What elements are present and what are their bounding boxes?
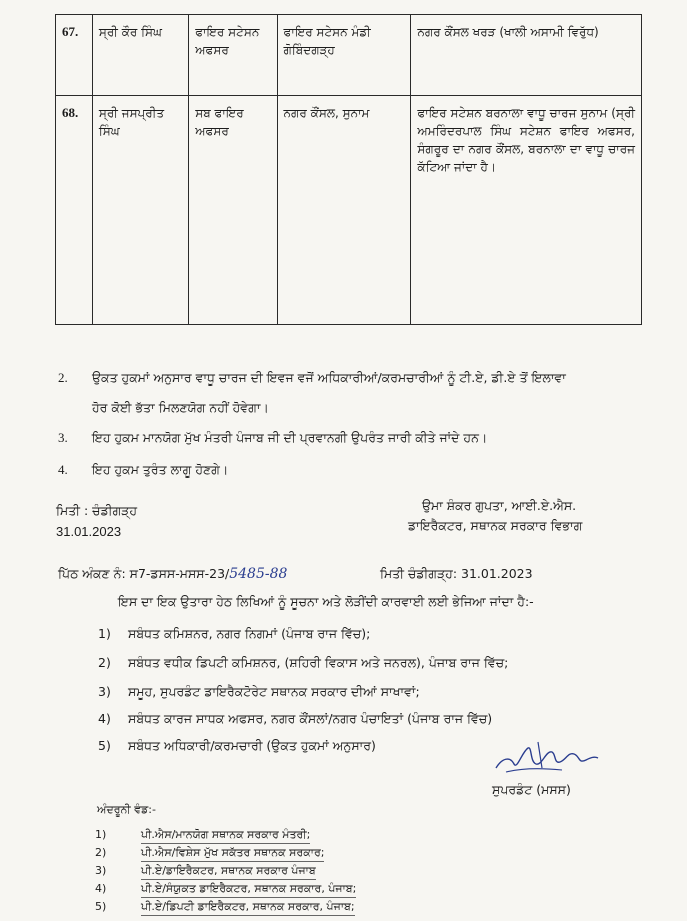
recipient-text: ਸਬੰਧਤ ਅਧਿਕਾਰੀ/ਕਰਮਚਾਰੀ (ਉਕਤ ਹੁਕਮਾਂ ਅਨੁਸਾਰ): [128, 738, 376, 753]
internal-number: 3): [95, 864, 107, 877]
paragraph-text: ਇਹ ਹੁਕਮ ਤੁਰੰਤ ਲਾਗੂ ਹੋਣਗੇ।: [92, 462, 229, 477]
designation: ਸਬ ਫਾਇਰ ਅਫਸਰ: [189, 96, 277, 325]
internal-text: ਪੀ.ਏ/ਡਿਪਟੀ ਡਾਇਰੈਕਟਰ, ਸਥਾਨਕ ਸਰਕਾਰ, ਪੰਜਾਬ;: [141, 900, 355, 916]
endorsement-number: [58, 566, 287, 582]
paragraph-3: [58, 428, 658, 448]
designation: ਫਾਇਰ ਸਟੇਸਨ ਅਫਸਰ: [189, 15, 277, 96]
handwritten-dispatch-number: 5485-88: [229, 566, 288, 582]
signature: [492, 738, 602, 780]
current-station: ਨਗਰ ਕੌਂਸਲ, ਸੁਨਾਮ: [277, 96, 411, 325]
internal-item: [95, 864, 316, 880]
paragraph-number: 2.: [58, 370, 68, 385]
paragraph-4: [58, 460, 658, 480]
internal-text: ਪੀ.ਐਸ/ਵਿਸ਼ੇਸ ਮੁੱਖ ਸਕੱਤਰ ਸਥਾਨਕ ਸਰਕਾਰ;: [141, 846, 324, 862]
superintendent-designation: ਸੁਪਰਡੰਟ (ਮਸਸ): [492, 782, 571, 797]
employee-name: ਸ੍ਰੀ ਕੌਰ ਸਿੰਘ: [92, 15, 188, 96]
internal-item: [95, 882, 356, 898]
internal-number: 4): [95, 882, 107, 895]
internal-item: [95, 900, 355, 916]
recipient-item: [98, 738, 376, 754]
internal-number: 5): [95, 900, 107, 913]
transfer-table: [55, 14, 642, 325]
recipient-item: [98, 655, 508, 671]
recipient-text: ਸਬੰਧਤ ਕਾਰਜ ਸਾਧਕ ਅਫਸਰ, ਨਗਰ ਕੌਂਸਲਾਂ/ਨਗਰ ਪੰਚਾਇਤਾਂ (ਪੰਜਾਬ ਰਾਜ ਵਿੱਚ): [128, 711, 493, 726]
recipient-item: [98, 684, 420, 700]
paragraph-text: ਹੋਰ ਕੋਈ ਭੱਤਾ ਮਿਲਣਯੋਗ ਨਹੀਂ ਹੋਵੇਗਾ।: [92, 400, 269, 415]
recipient-number: 3): [98, 684, 111, 699]
endorsement-date: ਮਿਤੀ ਚੰਡੀਗੜ੍ਹ: 31.01.2023: [380, 566, 533, 581]
recipient-text: ਸਬੰਧਤ ਕਮਿਸ਼ਨਰ, ਨਗਰ ਨਿਗਮਾਂ (ਪੰਜਾਬ ਰਾਜ ਵਿੱਚ);: [128, 626, 371, 641]
table-row: [56, 96, 642, 325]
employee-name: ਸ੍ਰੀ ਜਸਪ੍ਰੀਤ ਸਿੰਘ: [92, 96, 188, 325]
internal-text: ਪੀ.ਏ/ਸੰਯੁਕਤ ਡਾਇਰੈਕਟਰ, ਸਥਾਨਕ ਸਰਕਾਰ, ਪੰਜਾਬ;: [141, 882, 356, 898]
recipient-number: 5): [98, 738, 111, 753]
paragraph-2: [58, 368, 658, 415]
recipient-item: [98, 711, 492, 727]
recipient-number: 4): [98, 711, 111, 726]
recipient-text: ਸਬੰਧਤ ਵਧੀਕ ਡਿਪਟੀ ਕਮਿਸ਼ਨਰ, (ਸ਼ਹਿਰੀ ਵਿਕਾਸ ਅਤੇ ਜਨਰਲ), ਪੰਜਾਬ ਰਾਜ ਵਿੱਚ;: [128, 655, 509, 670]
paragraph-text: ਇਹ ਹੁਕਮ ਮਾਨਯੋਗ ਮੁੱਖ ਮੰਤਰੀ ਪੰਜਾਬ ਜੀ ਦੀ ਪ੍ਰਵਾਨਗੀ ਉਪਰੰਤ ਜਾਰੀ ਕੀਤੇ ਜਾਂਦੇ ਹਨ।: [92, 430, 488, 445]
posting-remark: ਫਾਇਰ ਸਟੇਸ਼ਨ ਬਰਨਾਲਾ ਵਾਧੂ ਚਾਰਜ ਸੁਨਾਮ (ਸ੍ਰੀ ਅਮਰਿੰਦਰਪਾਲ ਸਿੰਘ ਸਟੇਸ਼ਨ ਫਾਇਰ ਅਫਸਰ, ਸੰਗਰੂਰ ਦਾ ਨਗਰ ਕੌਂਸਲ, ਬਰਨਾਲਾ ਦਾ ਵਾਧੂ ਚਾਰਜ ਕੱਟਿਆ ਜਾਂਦਾ ਹੈ।: [411, 96, 642, 325]
internal-item: [95, 828, 310, 844]
table-row: [56, 15, 642, 96]
paragraph-text: ਉਕਤ ਹੁਕਮਾਂ ਅਨੁਸਾਰ ਵਾਧੂ ਚਾਰਜ ਦੀ ਇਵਜ ਵਜੋਂ ਅਧਿਕਾਰੀਆਂ/ਕਰਮਚਾਰੀਆਂ ਨੂੰ ਟੀ.ਏ, ਡੀ.ਏ ਤੋਂ ਇਲਾਵਾ: [92, 370, 566, 385]
recipient-item: [98, 626, 370, 642]
current-station: ਫਾਇਰ ਸਟੇਸਨ ਮੰਡੀ ਗੋਬਿੰਦਗੜ੍ਹ: [277, 15, 411, 96]
endorsement-intro: ਇਸ ਦਾ ਇਕ ਉਤਾਰਾ ਹੇਠ ਲਿਖਿਆਂ ਨੂੰ ਸੂਚਨਾ ਅਤੇ ਲੋੜੀਂਦੀ ਕਾਰਵਾਈ ਲਈ ਭੇਜਿਆ ਜਾਂਦਾ ਹੈ:-: [118, 594, 534, 609]
paragraph-number: 3.: [58, 430, 68, 445]
internal-text: ਪੀ.ਏ/ਡਾਇਰੈਕਟਰ, ਸਥਾਨਕ ਸਰਕਾਰ ਪੰਜਾਬ: [141, 864, 316, 880]
officer-name: ਉਮਾ ਸ਼ੰਕਰ ਗੁਪਤਾ, ਆਈ.ਏ.ਐਸ.: [422, 498, 577, 513]
recipient-number: 2): [98, 655, 111, 670]
posting-remark: ਨਗਰ ਕੌਂਸਲ ਖਰੜ (ਖਾਲੀ ਅਸਾਮੀ ਵਿਰੁੱਧ): [411, 15, 642, 96]
serial-number: 68.: [56, 96, 93, 325]
issue-date: 31.01.2023: [56, 524, 122, 539]
paragraph-number: 4.: [58, 462, 68, 477]
endorsement-prefix: ਪਿੱਠ ਅੰਕਣ ਨੰ: ਸ7-ਡਸਸ-ਮਸਸ-23/: [58, 566, 230, 581]
recipient-number: 1): [98, 626, 111, 641]
officer-designation: ਡਾਇਰੈਕਟਰ, ਸਥਾਨਕ ਸਰਕਾਰ ਵਿਭਾਗ: [408, 518, 583, 533]
serial-number: 67.: [56, 15, 93, 96]
internal-distribution-title: ਅੰਦਰੂਨੀ ਵੰਡ:-: [97, 803, 156, 816]
internal-item: [95, 846, 324, 862]
internal-text: ਪੀ.ਐਸ/ਮਾਨਯੋਗ ਸਥਾਨਕ ਸਰਕਾਰ ਮੰਤਰੀ;: [141, 828, 310, 844]
internal-number: 2): [95, 846, 107, 859]
place-label: ਮਿਤੀ : ਚੰਡੀਗੜ੍ਹ: [56, 503, 138, 518]
internal-number: 1): [95, 828, 107, 841]
recipient-text: ਸਮੂਹ, ਸੁਪਰਡੰਟ ਡਾਇਰੈਕਟੋਰੇਟ ਸਥਾਨਕ ਸਰਕਾਰ ਦੀਆਂ ਸਾਖਾਵਾਂ;: [128, 684, 420, 699]
